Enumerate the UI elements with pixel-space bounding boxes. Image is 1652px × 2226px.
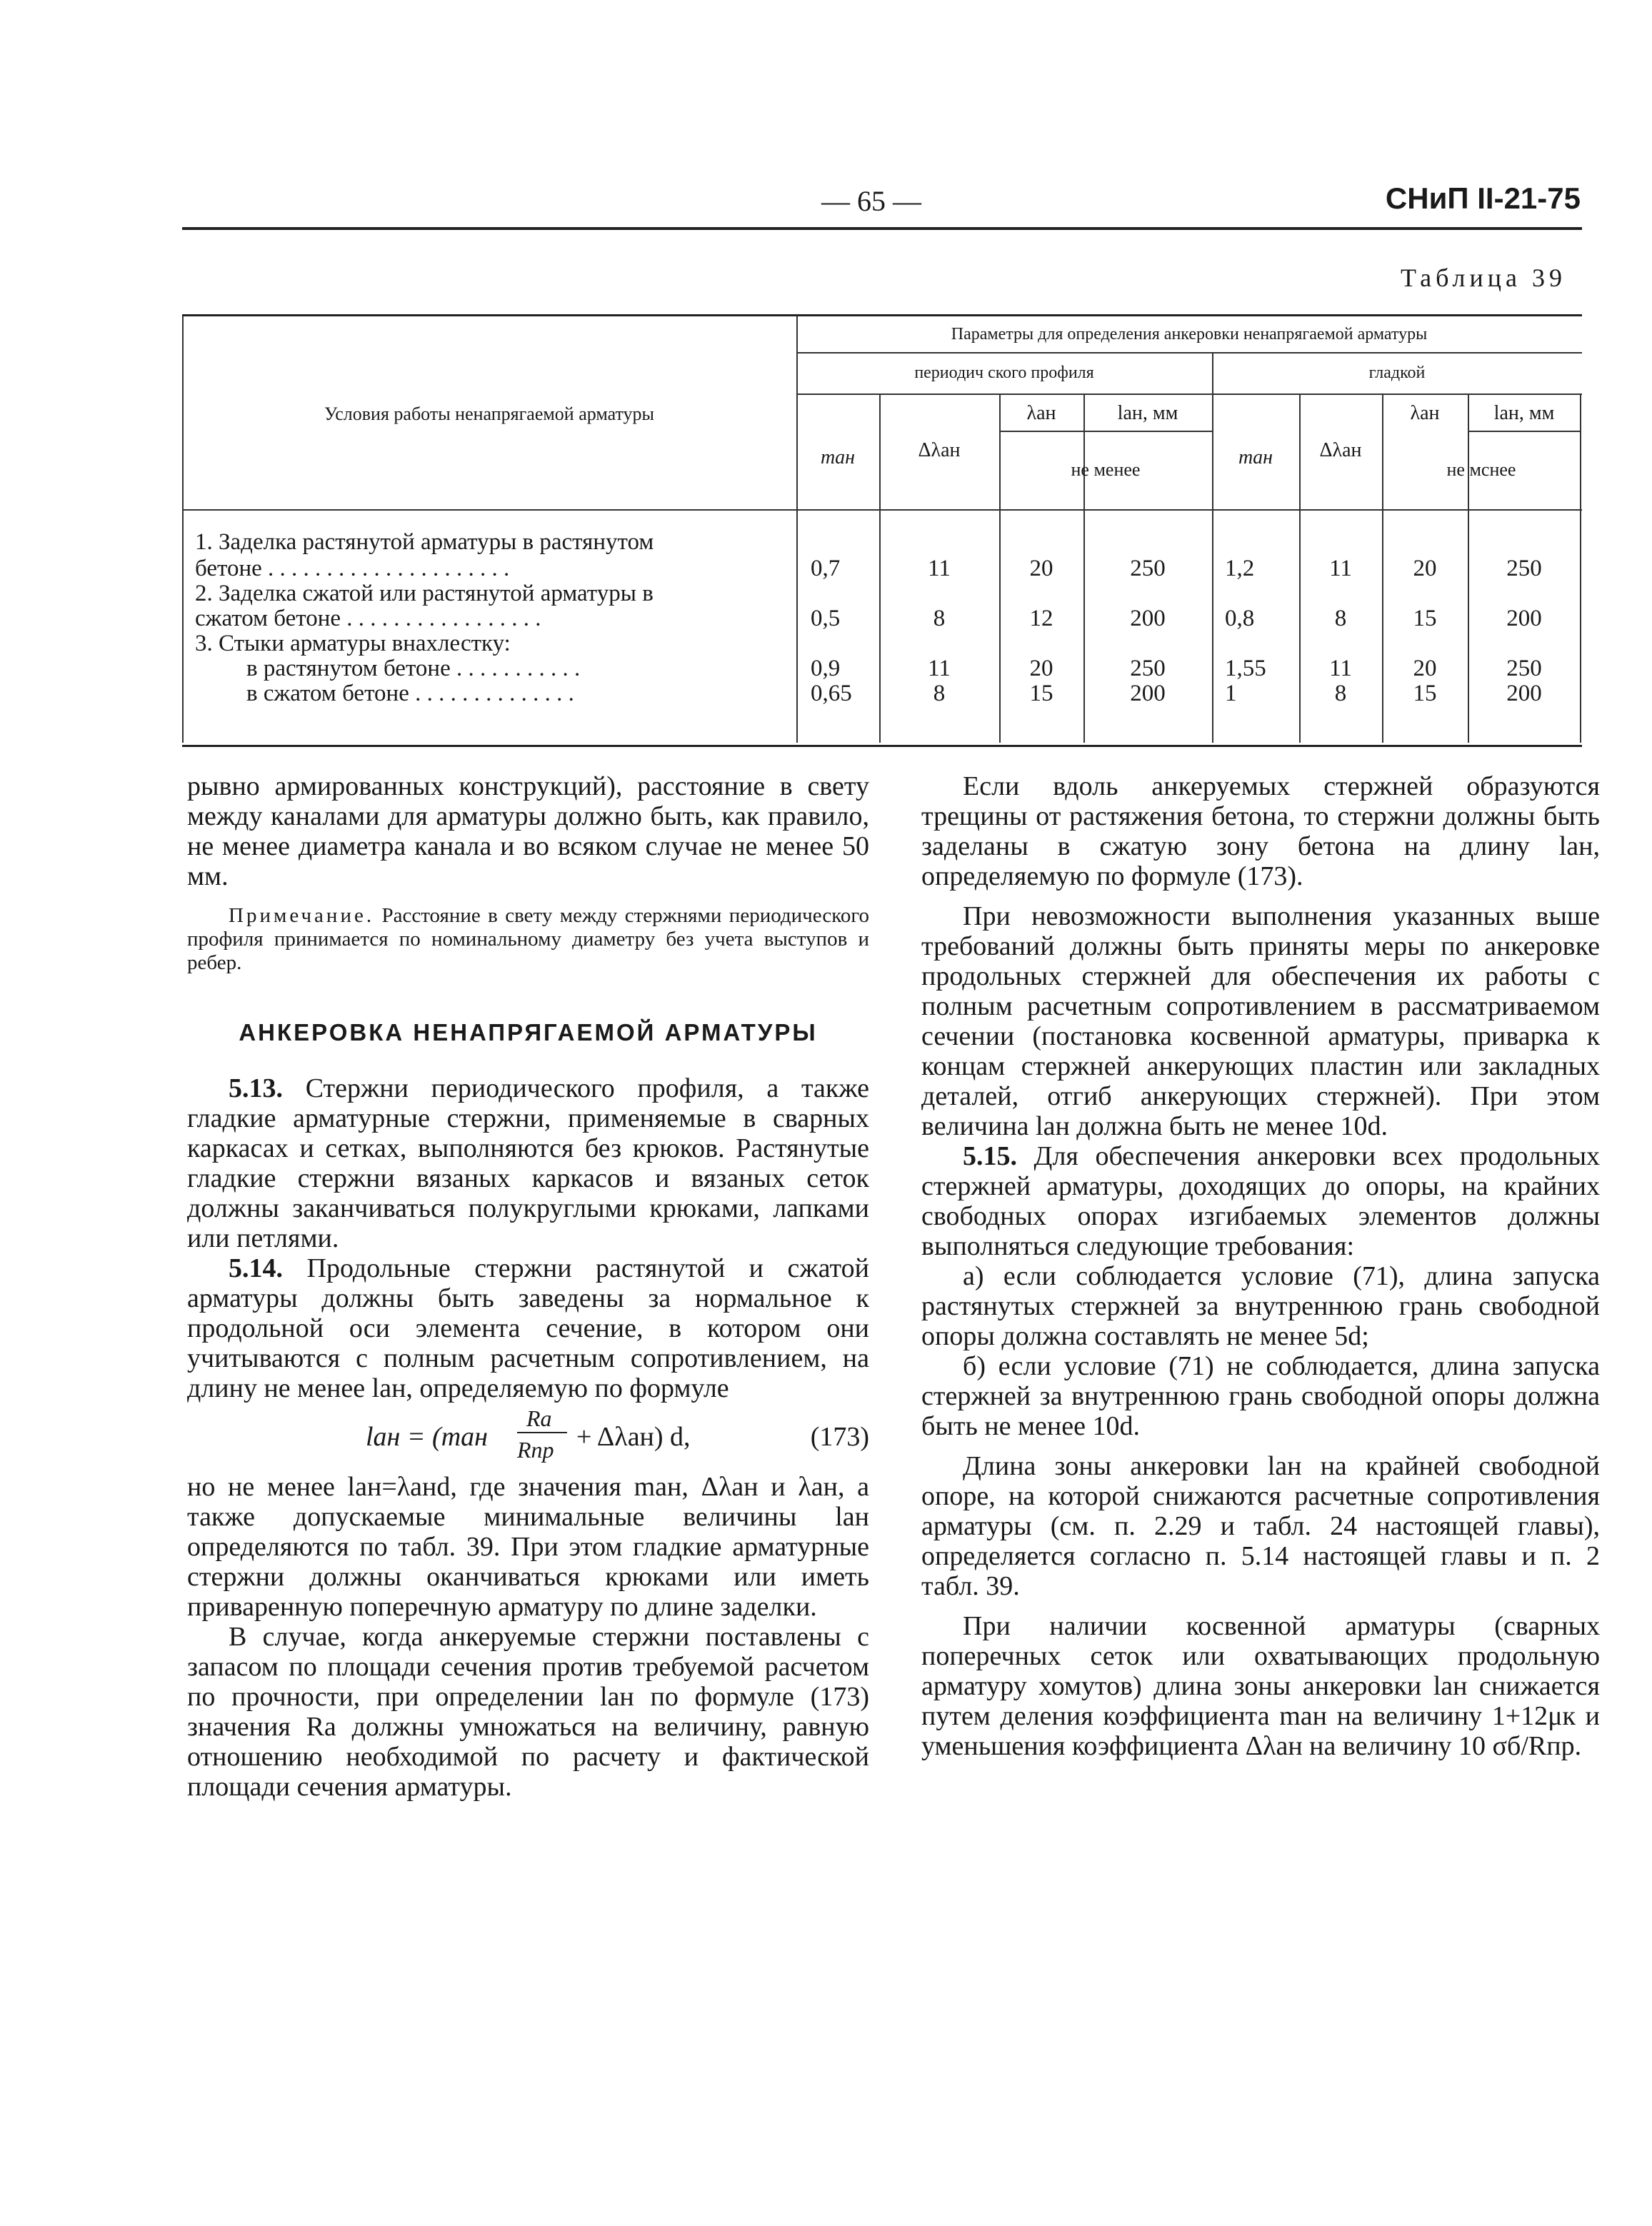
- note: [187, 904, 869, 975]
- header-rule: [182, 227, 1582, 230]
- formula-numerator: Rа: [526, 1405, 552, 1431]
- table-divider: [1468, 431, 1581, 432]
- cell-value: 0,5: [811, 606, 841, 631]
- cell-value: 11: [1329, 556, 1352, 581]
- formula-number: (173): [810, 1422, 869, 1452]
- header-params: Параметры для определения анкеровки ненапрягаемой арматуры: [951, 325, 1428, 344]
- clause-5-13: [187, 1073, 869, 1253]
- header-conditions: Условия работы ненапрягаемой арматуры: [324, 403, 655, 424]
- cell-value: 15: [1029, 681, 1053, 706]
- table-divider: [796, 393, 1582, 395]
- formula-denominator: Rпр: [517, 1437, 554, 1463]
- cell-value: 0,7: [811, 556, 841, 581]
- header-m-an: mан: [820, 446, 856, 468]
- page-number: — 65 —: [821, 185, 921, 217]
- row-label: 2. Заделка сжатой или растянутой арматуры в: [195, 581, 654, 606]
- paragraph: Длина зоны анкеровки lан на крайней свободной опоре, на которой снижаются расчетные сопротивления арматуры (см. п. 2.29 и табл. 24 настоящей главы), определяется согласно п. 5.14 настоящей главы и п. 2 табл. 39.: [921, 1451, 1600, 1601]
- cell-value: 0,9: [811, 656, 841, 681]
- header-delta-lambda: Δλан: [1319, 439, 1362, 461]
- table-divider: [182, 509, 1582, 511]
- header-l-mm: lан, мм: [1117, 402, 1178, 424]
- cell-value: 20: [1413, 556, 1437, 581]
- cell-value: 1,2: [1225, 556, 1255, 581]
- paragraph: но не менее lан=λанd, где значения mан, Δλан и λан, а также допускаемые минимальные величины lан определяются по табл. 39. При этом гладкие арматурные стержни должны оканчиваться крюками или иметь приваренную поперечную арматуру по длине заделки.: [187, 1472, 869, 1622]
- row-label: 3. Стыки арматуры внахлестку:: [195, 631, 511, 656]
- cell-value: 250: [1506, 556, 1542, 581]
- right-column: [921, 771, 1600, 1761]
- cell-value: 20: [1029, 656, 1053, 681]
- cell-value: 11: [928, 656, 951, 681]
- cell-value: 15: [1413, 681, 1437, 706]
- table-caption: Таблица 39: [1401, 264, 1566, 292]
- cell-value: 12: [1029, 606, 1053, 631]
- header-min: не менее: [1071, 459, 1141, 480]
- header-l-mm: lан, мм: [1493, 402, 1555, 424]
- cell-value: 11: [1329, 656, 1352, 681]
- cell-value: 1: [1225, 681, 1237, 706]
- paragraph: Если вдоль анкеруемых стержней образуются трещины от растяжения бетона, то стержни должны быть заделаны в сжатую зону бетона на длину lан, определяемую по формуле (173).: [921, 771, 1600, 891]
- formula-lhs: lан = (mан: [366, 1422, 488, 1452]
- cell-value: 8: [933, 606, 946, 631]
- cell-value: 0,65: [811, 681, 852, 706]
- table-39: [182, 314, 1582, 747]
- row-label: 1. Заделка растянутой арматуры в растянутом: [195, 529, 654, 555]
- fraction-bar: [517, 1432, 567, 1433]
- header-periodic-profile: периодич ского профиля: [914, 364, 1094, 382]
- paragraph: При невозможности выполнения указанных выше требований должны быть приняты меры по анкеровке продольных стержней для обеспечения их работы с полным расчетным сопротивлением в рассматриваемом сечении (постановка косвенной арматуры, приварка к концам стержней анкерующих пластин или закладных деталей, отгиб анкерующих стержней). При этом величина lан должна быть не менее 10d.: [921, 901, 1600, 1141]
- left-column: [187, 771, 869, 1802]
- cell-value: 250: [1130, 556, 1166, 581]
- item-b: б) если условие (71) не соблюдается, длина запуска стержней за внутреннюю грань свободной опоры должна быть не менее 10d.: [921, 1351, 1600, 1441]
- clause-text: Стержни периодического профиля, а также гладкие арматурные стержни, применяемые в сварных каркасах и сетках, выполняются без крюков. Растянутые гладкие стержни вязаных каркасов и вязаных сеток должны заканчиваться полукруглыми крюками, лапками или петлями.: [187, 1073, 869, 1253]
- item-a: а) если соблюдается условие (71), длина запуска растянутых стержней за внутреннюю грань свободной опоры должна составлять не менее 5d;: [921, 1261, 1600, 1351]
- cell-value: 8: [1334, 681, 1347, 706]
- row-label: бетоне . . . . . . . . . . . . . . . . . . . . .: [195, 556, 510, 581]
- cell-value: 8: [933, 681, 946, 706]
- cell-value: 15: [1413, 606, 1437, 631]
- cell-value: 1,55: [1225, 656, 1266, 681]
- cell-value: 0,8: [1225, 606, 1255, 631]
- header-lambda: λан: [1026, 402, 1056, 424]
- row-label: в сжатом бетоне . . . . . . . . . . . . . .: [246, 681, 574, 706]
- header-delta-lambda: Δλан: [918, 439, 961, 461]
- clause-5-14: [187, 1253, 869, 1403]
- clause-number: 5.15.: [963, 1141, 1017, 1171]
- cell-value: 200: [1506, 606, 1542, 631]
- row-label: в растянутом бетоне . . . . . . . . . . .: [246, 656, 581, 681]
- header-m-an: mан: [1238, 446, 1273, 468]
- document-code: СНиП II-21-75: [1385, 181, 1581, 215]
- note-text: Расстояние в свету между стержнями периодического профиля принимается по номинальному диаметру без учета выступов и ребер.: [187, 904, 869, 974]
- cell-value: 200: [1130, 681, 1166, 706]
- cell-value: 11: [928, 556, 951, 581]
- paragraph: рывно армированных конструкций), расстояние в свету между каналами для арматуры должно быть, как правило, не менее диаметра канала и во всяком случае не менее 50 мм.: [187, 771, 869, 891]
- clause-number: 5.13.: [229, 1073, 283, 1103]
- table-divider: [999, 431, 1212, 432]
- row-label: сжатом бетоне . . . . . . . . . . . . . . . . .: [195, 606, 541, 631]
- header-min: не мснее: [1446, 459, 1516, 480]
- cell-value: 250: [1506, 656, 1542, 681]
- header-smooth: гладкой: [1368, 364, 1426, 382]
- header-lambda: λан: [1410, 402, 1440, 424]
- section-heading: АНКЕРОВКА НЕНАПРЯГАЕМОЙ АРМАТУРЫ: [239, 1019, 818, 1046]
- cell-value: 20: [1029, 556, 1053, 581]
- clause-5-15: [921, 1141, 1600, 1261]
- cell-value: 20: [1413, 656, 1437, 681]
- cell-value: 8: [1334, 606, 1347, 631]
- table-divider: [796, 352, 1582, 354]
- paragraph: При наличии косвенной арматуры (сварных поперечных сеток или охватывающих продольную арматуру хомутов) длина зоны анкеровки lан снижается путем деления коэффициента mан на величину 1+12μк и уменьшения коэффициента Δλан на величину 10 σб/Rпр.: [921, 1611, 1600, 1761]
- table-divider: [1212, 352, 1213, 743]
- table-divider: [182, 316, 184, 743]
- note-label: Примечание.: [229, 904, 375, 927]
- clause-text: Продольные стержни растянутой и сжатой арматуры должны быть заведены за нормальное к продольной оси элемента сечение, в котором они учитываются с полным расчетным сопротивлением, на длину не менее lан, определяемую по формуле: [187, 1253, 869, 1403]
- paragraph: В случае, когда анкеруемые стержни поставлены с запасом по площади сечения против требуемой расчетом по прочности, при определении lан по формуле (173) значения Rа должны умножаться на величину, равную отношению необходимой по расчету и фактической площади сечения арматуры.: [187, 1622, 869, 1802]
- formula-173: [187, 1403, 869, 1472]
- cell-value: 250: [1130, 656, 1166, 681]
- clause-number: 5.14.: [229, 1253, 283, 1283]
- formula-rhs: + Δλан) d,: [576, 1422, 691, 1452]
- clause-text: Для обеспечения анкеровки всех продольных стержней арматуры, доходящих до опоры, на крайних свободных опорах изгибаемых элементов должны выполняться следующие требования:: [921, 1141, 1600, 1261]
- cell-value: 200: [1506, 681, 1542, 706]
- cell-value: 200: [1130, 606, 1166, 631]
